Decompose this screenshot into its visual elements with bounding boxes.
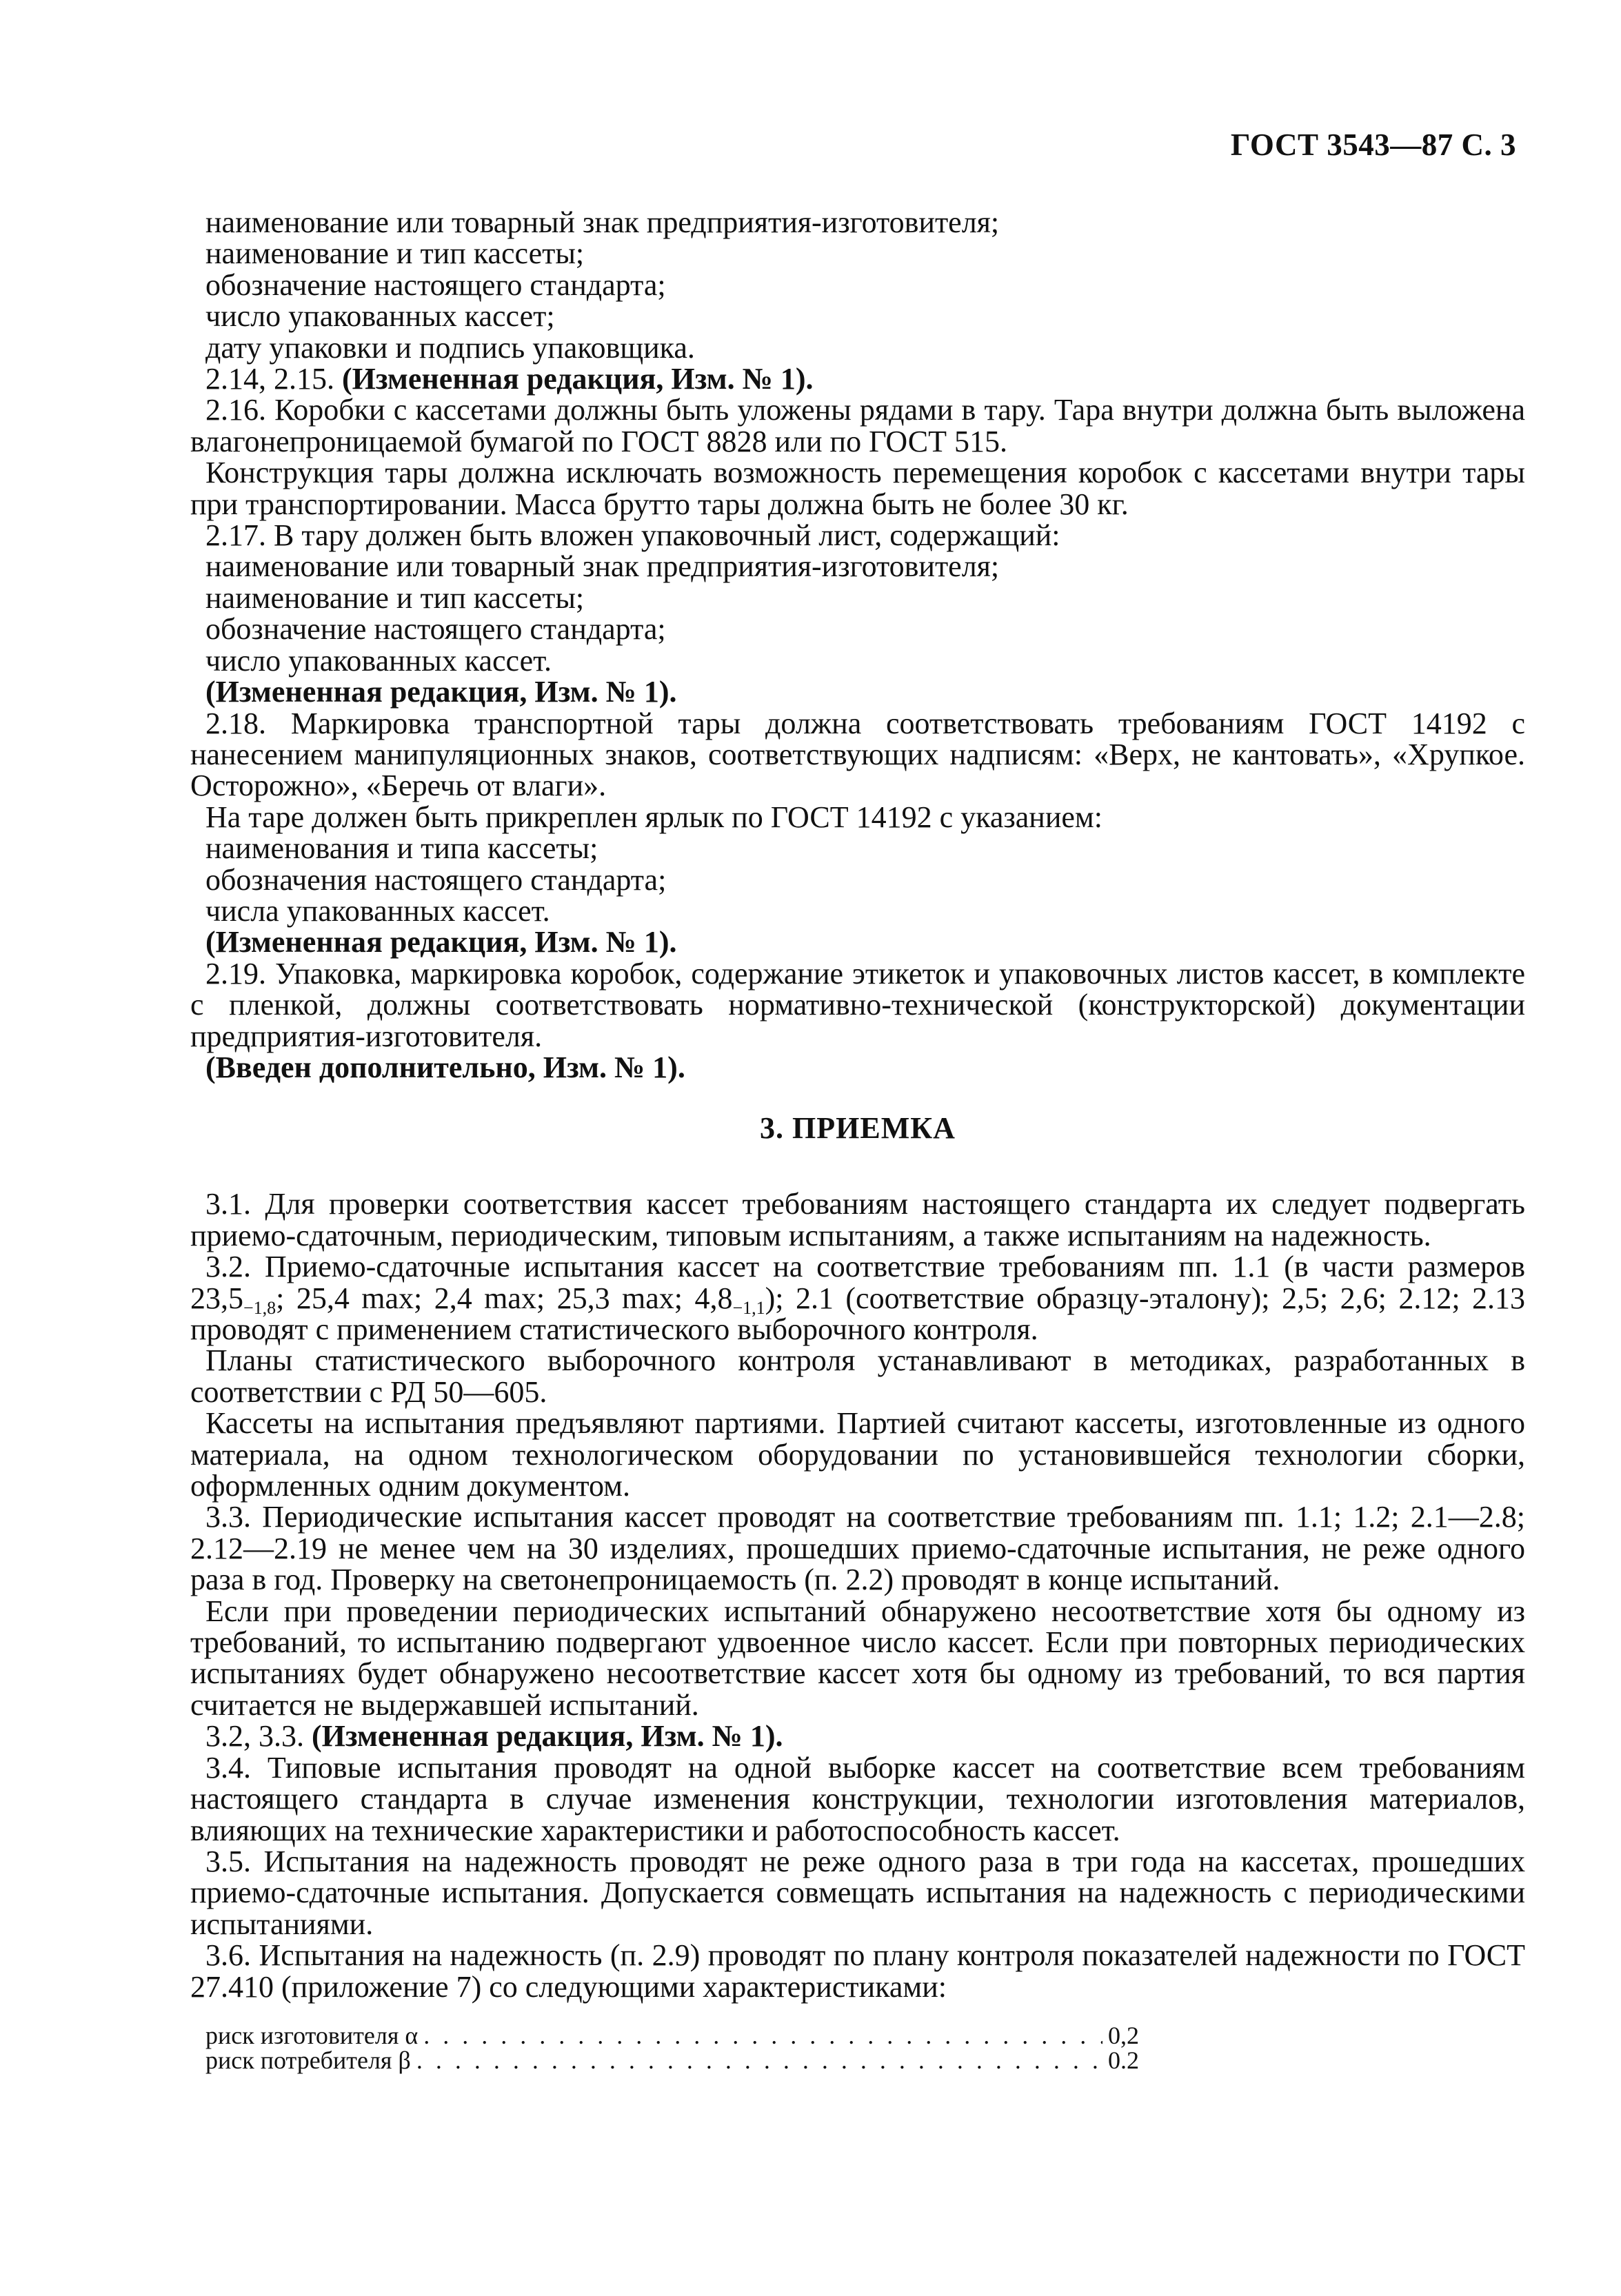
amendment-text: (Измененная редакция, Изм. № 1).	[205, 925, 677, 959]
paragraph-3-5: 3.5. Испытания на надежность проводят не реже одного раза в три года на кассетах, прошедших приемо-сдаточные испытания. Допускается совмещать испытания на надежность с периодическими испытаниями.	[190, 1844, 1525, 1941]
amendment-note	[190, 363, 1525, 394]
list-item: наименование или товарный знак предприятия-изготовителя;	[205, 205, 1000, 239]
amendment-note	[190, 926, 1525, 957]
risk-value: 0,2	[1108, 2021, 1139, 2049]
tolerance-subscript: −1,8	[243, 1297, 276, 1318]
tolerance-subscript: −1,1	[732, 1297, 765, 1318]
paragraph-2-16-cont: Конструкция тары должна исключать возможность перемещения коробок с кассетами внутри тары при транспортировании. Масса брутто тары должна быть не более 30 кг.	[190, 456, 1525, 521]
text-run: ); 2.1 (соответствие образцу-эталону); 2,5; 2,6; 2.12; 2.13 проводят с применением статистического выборочного контроля.	[190, 1281, 1525, 1346]
paragraph-2-18: 2.18. Маркировка транспортной тары должна соответствовать требованиям ГОСТ 14192 с нанесением манипуляционных знаков, соответствующих надписям: «Верх, не кантовать», «Хрупкое. Осторожно», «Беречь от влаги».	[190, 706, 1525, 803]
amendment-text: (Измененная редакция, Изм. № 1).	[312, 1719, 783, 1754]
list-item: наименование или товарный знак предприятия-изготовителя;	[205, 549, 1000, 584]
dot-leader	[416, 2048, 1103, 2073]
clause-number: 2.14, 2.15.	[205, 362, 334, 396]
risk-label: риск изготовителя α	[205, 2021, 419, 2049]
list-item: числа упакованных кассет.	[205, 893, 550, 928]
paragraph-2-17: 2.17. В тару должен быть вложен упаковочный лист, содержащий:	[205, 518, 1060, 553]
list-item: число упакованных кассет;	[205, 299, 555, 334]
paragraph-2-19: 2.19. Упаковка, маркировка коробок, содержание этикеток и упаковочных листов кассет, в комплекте с пленкой, должны соответствовать нормативно-технической (конструкторской) документации предприятия-изготовителя.	[190, 956, 1525, 1053]
amendment-added-text: (Введен дополнительно, Изм. № 1).	[205, 1050, 685, 1084]
list-item: обозначение настоящего стандарта;	[205, 267, 666, 302]
paragraph-3-3-cont: Если при проведении периодических испытаний обнаружено несоответствие хотя бы одному из требований, то испытанию подвергают удвоенное число кассет. Если при повторных периодических испытаниях будет обнаружено несоответствие кассет хотя бы одному из требований, то вся партия считается не выдержавшей испытаний.	[190, 1594, 1525, 1722]
list-item: дату упаковки и подпись упаковщика.	[205, 330, 695, 365]
amendment-text: (Измененная редакция, Изм. № 1).	[205, 675, 677, 709]
list-item: число упакованных кассет.	[205, 643, 552, 678]
list-item: обозначения настоящего стандарта;	[205, 862, 667, 897]
amendment-note	[190, 1052, 1525, 1083]
amendment-note	[190, 1719, 1525, 1754]
list-item: обозначение настоящего стандарта;	[205, 612, 666, 647]
paragraph-2-18-cont: На таре должен быть прикреплен ярлык по ГОСТ 14192 с указанием:	[205, 800, 1103, 834]
list-item: наименования и типа кассеты;	[205, 831, 598, 866]
list-item: наименование и тип кассеты;	[205, 236, 585, 271]
paragraph-2-16: 2.16. Коробки с кассетами должны быть уложены рядами в тару. Тара внутри должна быть выложена влагонепроницаемой бумагой по ГОСТ 8828 или по ГОСТ 515.	[190, 393, 1525, 458]
clause-number: 3.2, 3.3.	[205, 1719, 304, 1754]
risk-row	[190, 2048, 1139, 2073]
paragraph-3-1: 3.1. Для проверки соответствия кассет требованиям настоящего стандарта их следует подвергать приемо-сдаточным, периодическим, типовым испытаниям, а также испытаниям на надежность.	[190, 1187, 1525, 1252]
section-heading: 3. ПРИЕМКА	[760, 1111, 956, 1146]
paragraph-3-2-cont: Кассеты на испытания предъявляют партиями. Партией считают кассеты, изготовленные из одного материала, на одном технологическом оборудовании по установившейся технологии сборки, оформленных одним документом.	[190, 1406, 1525, 1503]
page-body	[190, 207, 1525, 2073]
paragraph-3-2	[190, 1251, 1525, 1345]
text-run: 3.2. Приемо-сдаточные испытания кассет на соответствие требованиям пп. 1.1 (в части размеров 23,5	[190, 1250, 1525, 1315]
paragraph-3-2-cont: Планы статистического выборочного контроля устанавливают в методиках, разработанных в соответствии с РД 50—605.	[190, 1343, 1525, 1409]
dot-leader	[423, 2023, 1103, 2048]
risk-row	[190, 2023, 1139, 2048]
list-item: наименование и тип кассеты;	[205, 580, 585, 615]
amendment-note	[190, 676, 1525, 707]
paragraph-3-4: 3.4. Типовые испытания проводят на одной выборке кассет на соответствие всем требованиям настоящего стандарта в случае изменения конструкции, технологии изготовления материалов, влияющих на технические характеристики и работоспособность кассет.	[190, 1750, 1525, 1847]
paragraph-3-3: 3.3. Периодические испытания кассет проводят на соответствие требованиям пп. 1.1; 1.2; 2.1—2.8; 2.12—2.19 не менее чем на 30 изделиях, прошедших приемо-сдаточные испытания, не реже одного раза в год. Проверку на светонепроницаемость (п. 2.2) проводят в конце испытаний.	[190, 1500, 1525, 1597]
amendment-text: (Измененная редакция, Изм. № 1).	[342, 362, 814, 396]
paragraph-3-6: 3.6. Испытания на надежность (п. 2.9) проводят по плану контроля показателей надежности по ГОСТ 27.410 (приложение 7) со следующими характеристиками:	[190, 1938, 1525, 2004]
risk-value: 0.2	[1108, 2046, 1139, 2074]
text-run: ; 25,4 max; 2,4 max; 25,3 max; 4,8	[276, 1281, 733, 1315]
running-header: ГОСТ 3543—87 С. 3	[1230, 128, 1516, 162]
risk-label: риск потребителя β	[205, 2046, 411, 2074]
